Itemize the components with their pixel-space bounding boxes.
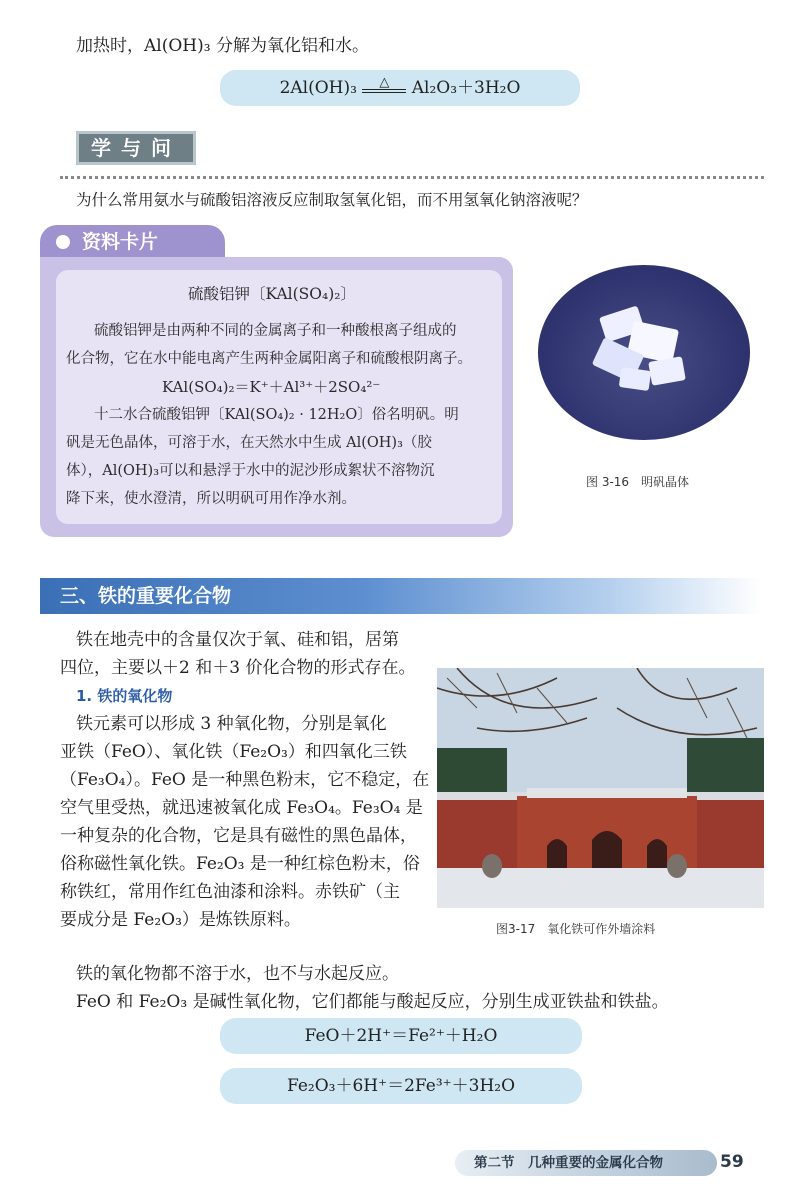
crystal-piece [648,356,686,386]
para2-line-3: （Fe₃O₄）。FeO 是一种黑色粉末，它不稳定，在 [60,770,430,790]
equation-arrow [362,75,406,93]
para2-line-4: 空气里受热，就迅速被氧化成 Fe₃O₄。Fe₃O₄ 是 [60,798,423,818]
card-line-2: 化合物，它在水中能电离产生两种金属阳离子和硫酸根阴离子。 [66,351,472,367]
card-tab [40,225,225,259]
subheading-iron-oxides: 1. 铁的氧化物 [76,687,173,705]
page-number: 59 [720,1152,744,1172]
card-line-5: 体），Al(OH)₃可以和悬浮于水中的泥沙形成絮状不溶物沉 [66,463,435,479]
card-equation: KAl(SO₄)₂＝K⁺＋Al³⁺＋2SO₄²⁻ [162,378,381,396]
para2-line-8: 要成分是 Fe₂O₃）是炼铁原料。 [60,910,301,930]
footer-chapter: 第二节 几种重要的金属化合物 [474,1155,663,1171]
para2-line-7: 称铁红，常用作红色油漆和涂料。赤铁矿（主 [60,882,400,902]
figure-caption-3-16: 图 3-16 明矾晶体 [586,475,690,489]
heat-condition: △ [379,75,390,90]
alum-crystal-photo [538,265,750,440]
para2-line-5: 一种复杂的化合物，它是具有磁性的黑色晶体， [60,826,417,846]
equation-feo-acid: FeO＋2H⁺＝Fe²⁺＋H₂O [220,1018,582,1054]
bullet-icon [56,235,70,249]
para1-line-1: 铁在地壳中的含量仅次于氧、硅和铝，居第 [76,630,399,650]
red-wall-illustration [437,668,764,908]
xuewen-label: 学与问 [76,131,196,165]
section-title: 三、铁的重要化合物 [60,585,232,607]
dotted-divider [60,176,764,179]
para4: FeO 和 Fe₂O₃ 是碱性氧化物，它们都能与酸起反应，分别生成亚铁盐和铁盐。 [76,992,669,1012]
xuewen-question: 为什么常用氨水与硫酸铝溶液反应制取氢氧化铝，而不用氢氧化钠溶液呢？ [76,191,588,209]
para2-line-1: 铁元素可以形成 3 种氧化物，分别是氧化 [76,714,387,734]
equation-right: Al₂O₃＋3H₂O [411,78,521,98]
para2-line-6: 俗称磁性氧化铁。Fe₂O₃ 是一种红棕色粉末，俗 [60,854,420,874]
figure-caption-3-17: 图3-17 氧化铁可作外墙涂料 [496,922,656,936]
red-wall-photo [437,668,764,908]
card-line-4: 矾是无色晶体，可溶于水，在天然水中生成 Al(OH)₃（胶 [66,435,432,451]
card-line-1: 硫酸铝钾是由两种不同的金属离子和一种酸根离子组成的 [94,323,457,339]
crystal-piece [619,367,651,391]
equation-fe2o3-acid: Fe₂O₃＋6H⁺＝2Fe³⁺＋3H₂O [220,1068,582,1104]
intro-text: 加热时，Al(OH)₃ 分解为氧化铝和水。 [76,36,369,56]
para1-line-2: 四位，主要以＋2 和＋3 价化合物的形式存在。 [60,658,416,678]
para2-line-2: 亚铁（FeO）、氧化铁（Fe₂O₃）和四氧化三铁 [60,742,407,762]
card-tab-label: 资料卡片 [82,231,159,253]
card-title: 硫酸铝钾〔KAl(SO₄)₂〕 [188,285,356,303]
para3: 铁的氧化物都不溶于水，也不与水起反应。 [76,964,399,984]
equation-left: 2Al(OH)₃ [279,78,357,98]
card-line-3: 十二水合硫酸铝钾〔KAl(SO₄)₂ · 12H₂O〕俗名明矾。明 [94,407,459,423]
card-line-6: 降下来，使水澄清，所以明矾可用作净水剂。 [66,491,356,507]
equation-decomposition [220,70,580,106]
